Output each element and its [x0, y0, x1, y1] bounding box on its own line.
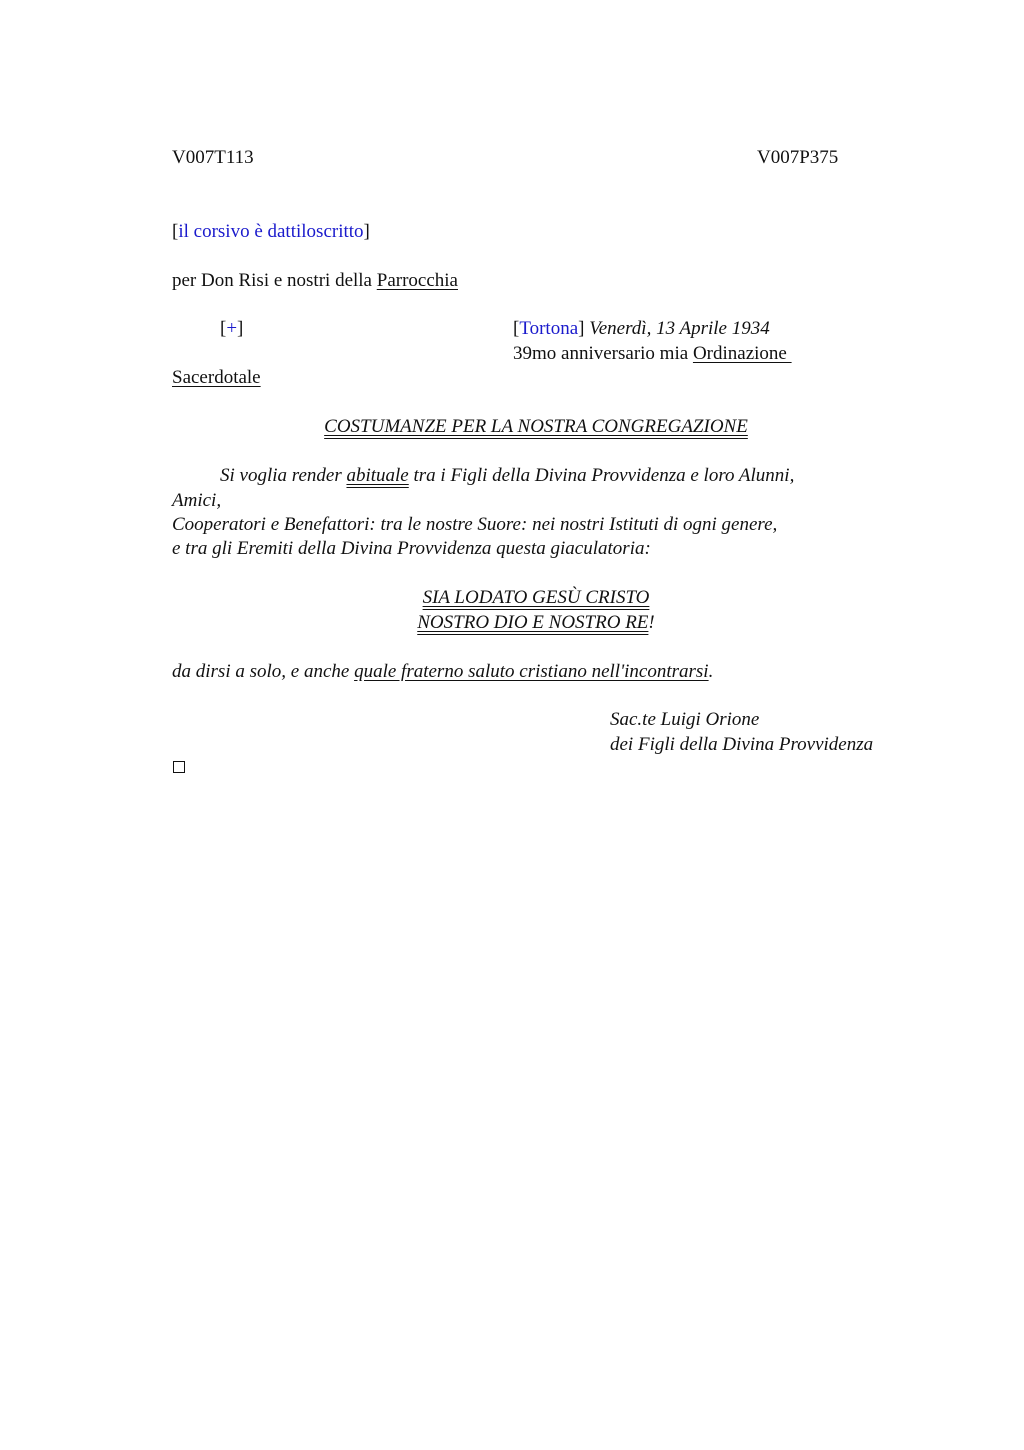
closing-suffix: . — [708, 661, 714, 682]
body-line-1-b: tra i Figli della Divina Provvidenza e loro Alunni, — [408, 465, 795, 486]
document-title: COSTUMANZE PER LA NOSTRA CONGREGAZIONE — [324, 416, 748, 437]
date-text: Venerdì, 13 Aprile 1934 — [584, 318, 770, 339]
anniversary-underlined-2: Sacerdotale — [172, 367, 261, 388]
prayer-line-1: SIA LODATO GESÙ CRISTO — [422, 587, 650, 608]
dedication-prefix: per Don Risi e nostri della — [172, 270, 377, 291]
cross-symbol: + — [226, 318, 238, 339]
signature-line-2: dei Figli della Divina Provvidenza — [610, 734, 874, 755]
cross-marker — [220, 317, 243, 341]
cross-close-bracket: ] — [237, 318, 244, 339]
anniversary-line-continued — [172, 366, 261, 390]
closing-line — [172, 660, 713, 684]
body-line-3: Cooperatori e Benefattori: tra le nostre Suore: nei nostri Istituti di ogni genere, — [172, 514, 778, 535]
document-code-right: V007P375 — [757, 147, 839, 168]
note-open-bracket: [ — [172, 221, 179, 242]
place-open-bracket: [ — [513, 318, 520, 339]
dedication-line — [172, 269, 458, 293]
place-close-bracket: ] — [578, 318, 585, 339]
prayer-line-2-suffix: ! — [648, 612, 655, 633]
note-close-bracket: ] — [363, 221, 370, 242]
closing-underlined: quale fraterno saluto cristiano nell'incontrarsi — [354, 661, 709, 682]
document-code-left: V007T113 — [172, 147, 254, 168]
cross-open-bracket: [ — [220, 318, 227, 339]
anniversary-prefix: 39mo anniversario mia — [513, 343, 693, 364]
anniversary-line — [513, 342, 792, 366]
editorial-note — [172, 220, 370, 244]
note-text: il corsivo è dattiloscritto — [178, 221, 364, 242]
prayer-line-1-row — [172, 586, 900, 610]
prayer-line-2: NOSTRO DIO E NOSTRO RE — [417, 612, 649, 633]
body-line-1 — [220, 464, 794, 488]
closing-prefix: da dirsi a solo, e anche — [172, 661, 355, 682]
document-title-row — [172, 415, 900, 439]
body-line-2: Amici, — [172, 490, 222, 511]
place-name: Tortona — [519, 318, 579, 339]
prayer-line-2-row — [172, 611, 900, 635]
anniversary-underlined-1: Ordinazione — [692, 343, 792, 364]
body-line-1-a: Si voglia render — [220, 465, 347, 486]
dateline — [513, 317, 770, 341]
body-line-1-underlined: abituale — [346, 465, 409, 486]
square-icon — [173, 761, 185, 773]
signature-line-1: Sac.te Luigi Orione — [610, 709, 760, 730]
body-line-4: e tra gli Eremiti della Divina Provvidenza questa giaculatoria: — [172, 538, 651, 559]
dedication-underlined: Parrocchia — [376, 270, 458, 291]
